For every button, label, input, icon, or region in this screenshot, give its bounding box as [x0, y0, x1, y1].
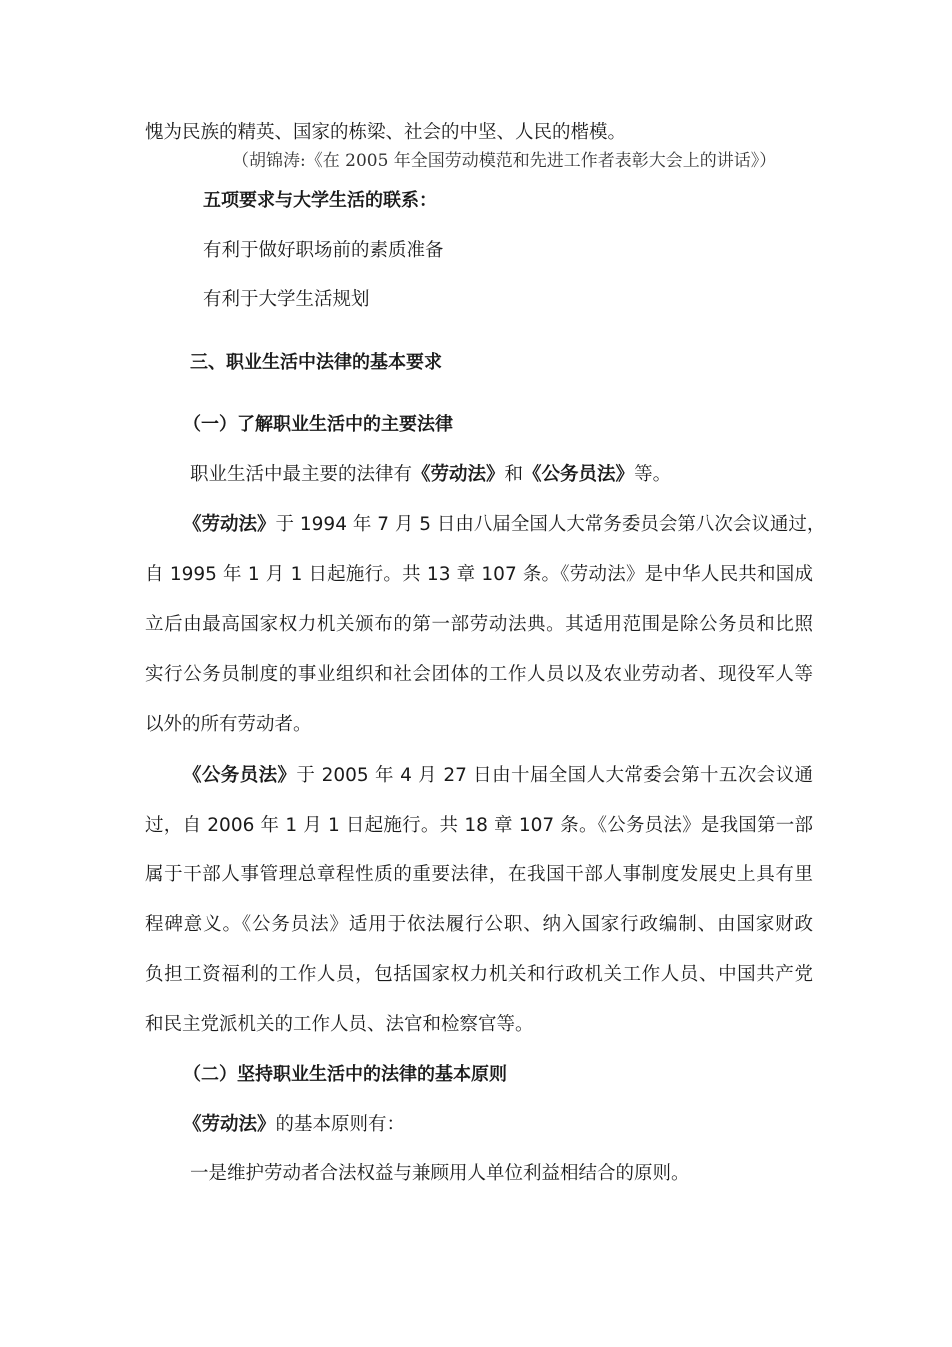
paragraph-line: 和民主党派机关的工作人员、法官和检察官等。: [145, 1014, 534, 1035]
law-title: 《劳动法》: [412, 464, 505, 485]
section-heading-five-requirements: 五项要求与大学生活的联系：: [203, 190, 437, 211]
principles-intro: [183, 1113, 405, 1137]
civil-servant-law-paragraph-line: [183, 764, 813, 788]
list-item: 有利于做好职场前的素质准备: [203, 240, 444, 261]
paragraph-line: 以外的所有劳动者。: [145, 714, 312, 735]
paragraph-line: 程碑意义。《公务员法》适用于依法履行公职、纳入国家行政编制、由国家财政: [145, 914, 813, 935]
text-span: 和: [504, 464, 524, 485]
text-span: 等。: [634, 464, 672, 485]
text-span: 于 2005 年 4 月 27 日由十届全国人大常委会第十五次会议通: [296, 765, 813, 786]
paragraph-line: 实行公务员制度的事业组织和社会团体的工作人员以及农业劳动者、现役军人等: [145, 664, 813, 685]
law-title: 《劳动法》: [183, 514, 276, 535]
citation: （胡锦涛:《在 2005 年全国劳动模范和先进工作者表彰大会上的讲话》）: [232, 151, 777, 171]
list-item: 有利于大学生活规划: [203, 289, 370, 310]
main-laws-sentence: [190, 463, 671, 487]
text-span: 于 1994 年 7 月 5 日由八届全国人大常务委员会第八次会议通过，: [275, 514, 826, 535]
paragraph-line: 负担工资福利的工作人员，包括国家权力机关和行政机关工作人员、中国共产党: [145, 964, 813, 985]
paragraph-line: 立后由最高国家权力机关颁布的第一部劳动法典。其适用范围是除公务员和比照: [145, 614, 813, 635]
paragraph-line: 愧为民族的精英、国家的栋梁、社会的中坚、人民的楷模。: [145, 122, 627, 143]
subsection-heading-two: （二）坚持职业生活中的法律的基本原则: [183, 1064, 507, 1085]
paragraph-line: 自 1995 年 1 月 1 日起施行。共 13 章 107 条。《劳动法》是中华人民共和国成: [145, 564, 813, 585]
principle-item: 一是维护劳动者合法权益与兼顾用人单位利益相结合的原则。: [190, 1163, 690, 1184]
law-title: 《公务员法》: [183, 765, 297, 786]
text-span: 的基本原则有：: [275, 1114, 406, 1135]
paragraph-line: 过，自 2006 年 1 月 1 日起施行。共 18 章 107 条。《公务员法》是我国第一部: [145, 815, 813, 836]
text-span: 职业生活中最主要的法律有: [190, 464, 413, 485]
law-title: 《公务员法》: [523, 464, 635, 485]
paragraph-line: 属于干部人事管理总章程性质的重要法律，在我国干部人事制度发展史上具有里: [145, 864, 813, 885]
subsection-heading-one: （一）了解职业生活中的主要法律: [183, 414, 453, 435]
labor-law-paragraph-line: [183, 513, 826, 537]
section-heading-three: 三、职业生活中法律的基本要求: [190, 352, 442, 373]
law-title: 《劳动法》: [183, 1114, 276, 1135]
